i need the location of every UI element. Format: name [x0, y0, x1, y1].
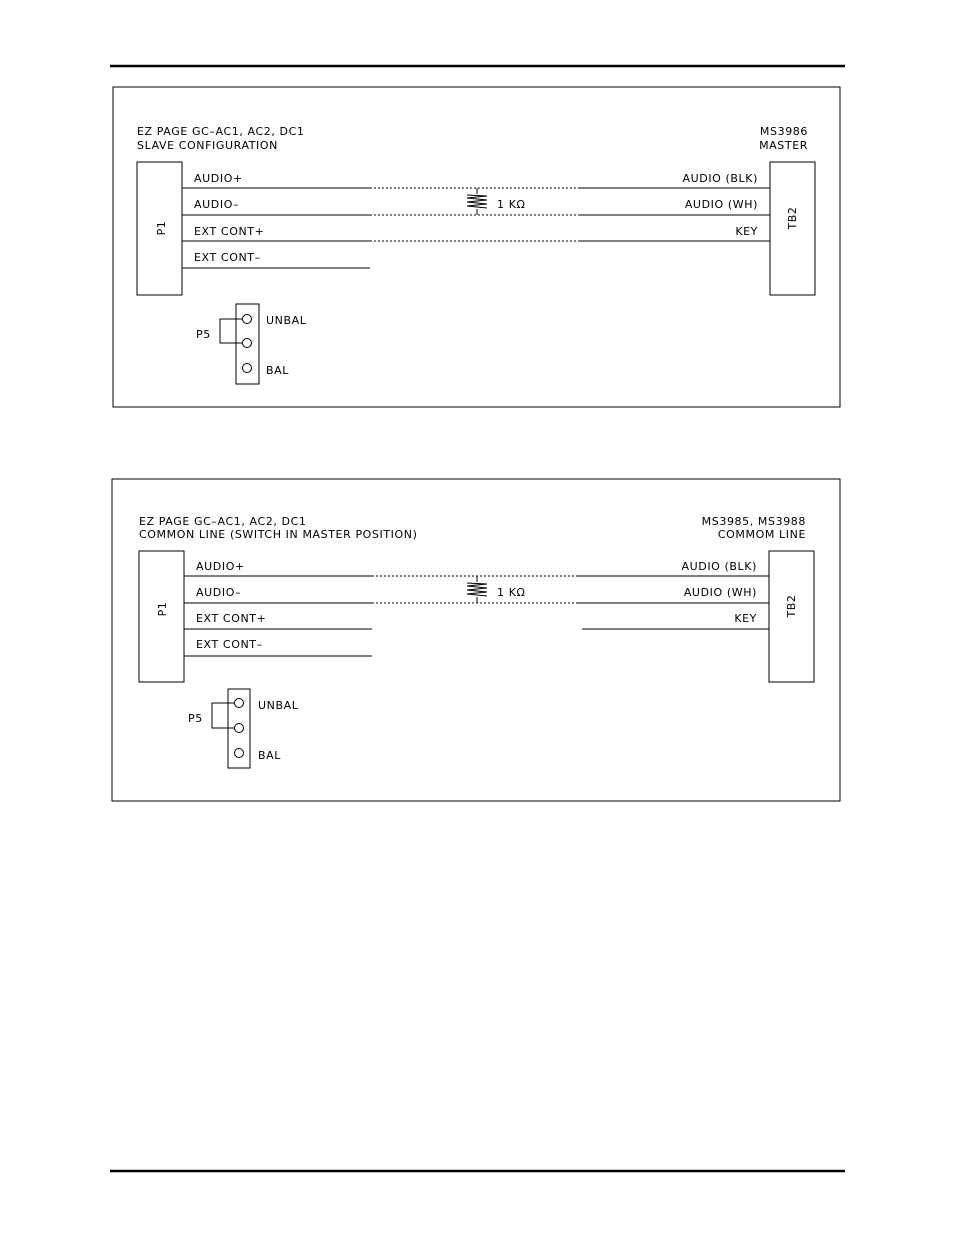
resistor-icon	[467, 576, 487, 603]
resistor-icon	[467, 188, 487, 215]
jumper-shunt	[212, 703, 234, 728]
diagram-title: EZ PAGE GC–AC1, AC2, DC1	[139, 515, 307, 528]
jumper-pin-icon	[243, 315, 252, 324]
p5-label: P5	[188, 712, 203, 725]
tb2-label: TB2	[785, 594, 798, 618]
resistor-value: 1 KΩ	[497, 586, 526, 599]
diagram-slave-configuration	[113, 87, 840, 407]
wire-label-left: AUDIO+	[194, 172, 243, 185]
wire-label-left: AUDIO–	[196, 586, 242, 599]
p1-label: P1	[155, 220, 168, 236]
tb2-label: TB2	[786, 206, 799, 230]
wire-label-left: EXT CONT–	[196, 638, 263, 651]
p1-label: P1	[156, 601, 169, 617]
remote-subtitle: MASTER	[759, 139, 808, 152]
wire-label-right: AUDIO (BLK)	[682, 172, 758, 185]
resistor-value: 1 KΩ	[497, 198, 526, 211]
wire-label-right: KEY	[735, 225, 758, 238]
jumper-bal-label: BAL	[266, 364, 289, 377]
jumper-pin-icon	[235, 699, 244, 708]
remote-title: MS3986	[759, 125, 808, 138]
diagram-common-line	[112, 479, 840, 801]
wire-label-left: AUDIO+	[196, 560, 245, 573]
remote-title: MS3985, MS3988	[701, 515, 806, 528]
diagram-subtitle: SLAVE CONFIGURATION	[137, 139, 278, 152]
wire-label-left: AUDIO–	[194, 198, 240, 211]
wire-label-right: AUDIO (WH)	[684, 198, 758, 211]
jumper-bal-label: BAL	[258, 749, 281, 762]
diagram-subtitle: COMMON LINE (SWITCH IN MASTER POSITION)	[139, 528, 418, 541]
jumper-unbal-label: UNBAL	[266, 314, 307, 327]
jumper-pin-icon	[243, 364, 252, 373]
wire-label-left: EXT CONT–	[194, 251, 261, 264]
jumper-pin-icon	[235, 749, 244, 758]
wire-label-left: EXT CONT+	[194, 225, 265, 238]
jumper-shunt	[220, 319, 242, 343]
p5-label: P5	[196, 328, 211, 341]
wire-label-right: KEY	[734, 612, 757, 625]
wire-label-right: AUDIO (BLK)	[681, 560, 757, 573]
jumper-pin-icon	[243, 339, 252, 348]
wire-label-left: EXT CONT+	[196, 612, 267, 625]
wire-label-right: AUDIO (WH)	[683, 586, 757, 599]
jumper-pin-icon	[235, 724, 244, 733]
remote-subtitle: COMMOM LINE	[717, 528, 806, 541]
diagram-title: EZ PAGE GC–AC1, AC2, DC1	[137, 125, 305, 138]
jumper-unbal-label: UNBAL	[258, 699, 299, 712]
